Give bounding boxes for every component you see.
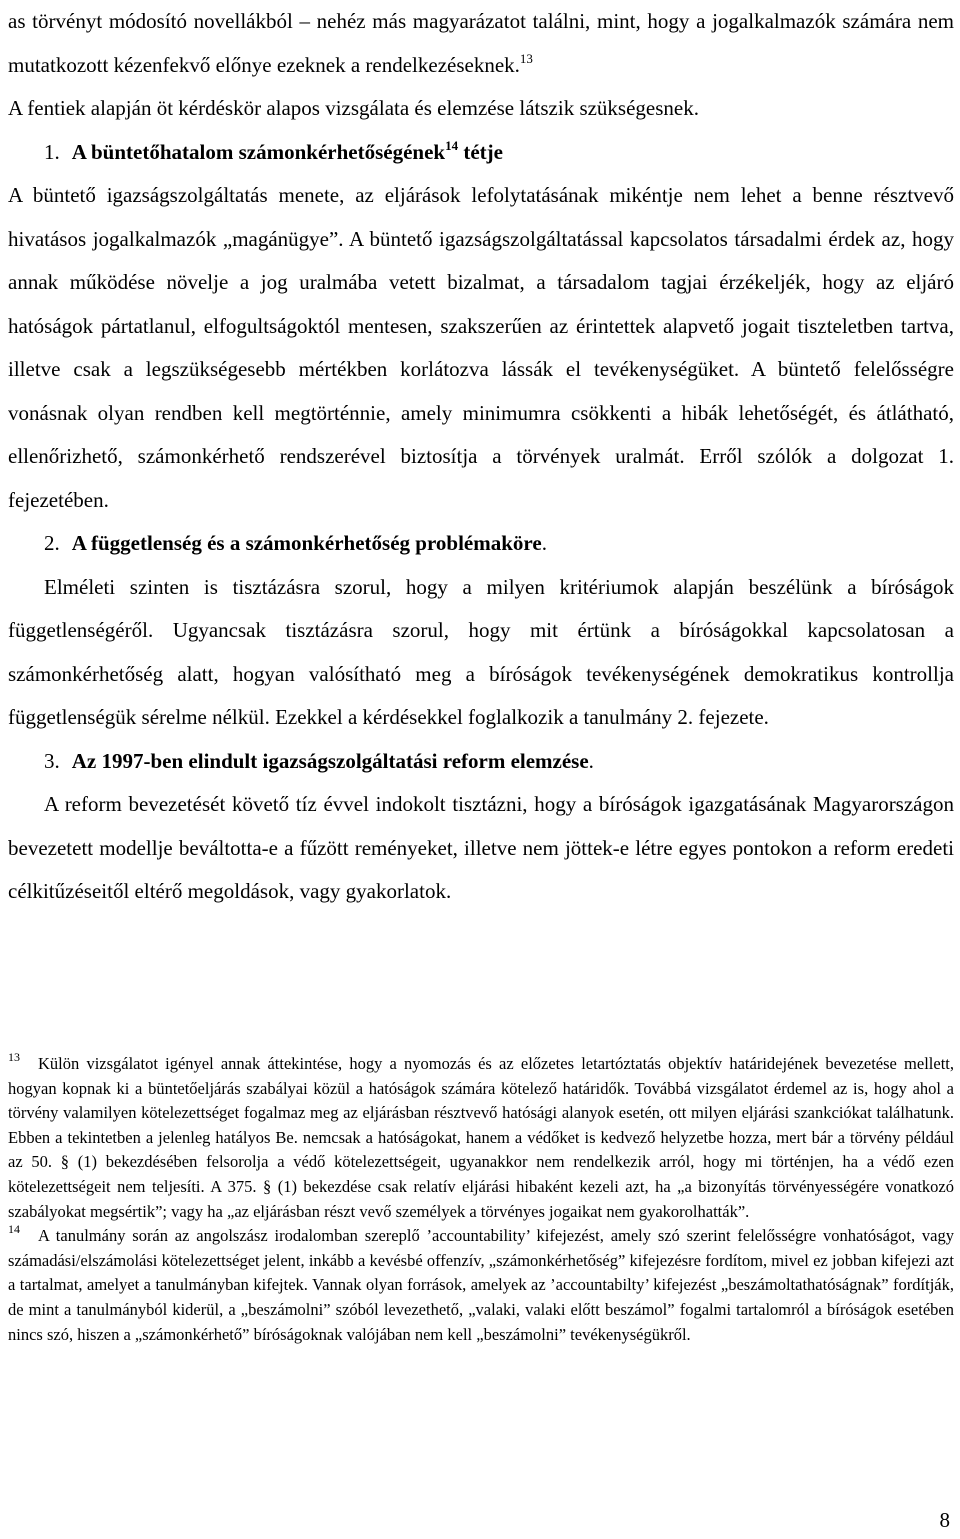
section-1-paragraph: A büntető igazságszolgáltatás menete, az eljárások lefolytatásának mikéntje nem lehet a benne résztvevő hivatásos jogalkalmazók „magánügye”. A büntető igazságszolgáltatással kapcsolatos társadalmi érdek az, hogy annak működése növelje a jog uralmába vetett bizalmat, a társadalom tagjai érzékeljék, hogy az eljáró hatóságok pártatlanul, elfogultságoktól mentesen, szakszerűen az érintettek alapvető jogait tiszteletben tartva, illetve csak a legszükségesebb mértékben korlátozva lássák el tevékenységüket. A büntető felelősségre vonásnak olyan rendben kell megtörténnie, amely minimumra csökkenti a hibák lehetőségét, és átlátható, ellenőrizhető, számonkérhető rendszerével biztosítja a törvények uralmát. Erről szólók a dolgozat 1. fejezetében. (8, 183, 954, 512)
section-3-number: 3. (44, 748, 60, 773)
section-1-title: A büntetőhatalom számonkérhetőségének$^{14}$ tétje (71, 137, 503, 164)
footnote-13-number: 13 (8, 1050, 20, 1064)
intro-paragraph-2 (8, 87, 954, 131)
section-2-number: 2. (44, 531, 60, 555)
section-2-heading (44, 522, 954, 566)
footnote-13-text: Külön vizsgálatot igényel annak áttekintése, hogy a nyomozás és az előzetes letartóztatás objektív határidejének bevezetése mellett, hogyan kopnak ki a büntetőeljárás szabályai közül a hatóságok számára kötelező határidők. Továbbá vizsgálatot érdemel az is, hogy ahol a törvény valamilyen kötelezettséget fogalmaz meg az eljárásban résztvevő hatósági alanyok esetén, ott milyen eljárási szankciókat találhatunk. Ebben a tekintetben a jelenleg hatályos Be. nemcsak a hatóságokat, hanem a védőket is kedvező helyzetbe hozza, mert bár a törvény például az 50. § (1) bekezdésében felsorolja a védő kötelezettségeit, ugyanakkor nem rendelkezik arról, hogy mi történjen, ha a védő ezen kötelezettségeit nem teljesíti. A 375. § (1) bekezdése csak relatív eljárási hibaként kezeli azt, ha „a bizonyítás törvényességére vonatkozó szabályokat megsértik”; vagy ha „az eljárásban részt vevő személyek a törvényes jogaikat nem gyakorolhatták”. (8, 1054, 954, 1221)
section-1-heading (44, 131, 954, 175)
footnote-14-number: 14 (8, 1222, 20, 1237)
footnote-14-text: A tanulmány során az angolszász irodalomban szereplő ’accountability’ kifejezést, amely szó szerint felelősségre vonhatóságot, vagy számadási/elszámolási kötelezettséget jelent, inkább a kevésbé offenzív, „számonkérhetőség” kifejezésre fordítom, mivel ez jobban kifejezi azt a tartalmat, amelyet a tanulmányban kifejtek. Vannak olyan források, amelyek az ’accountabilty’ kifejezést „beszámoltathatóságnak” fordítják, de mint a tanulmányból kiderül, a „beszámolni” szóból levezethető, „valaki, valaki előtt beszámol” fogalmi tartalomról a bíróságok esetében nincs szó, hiszen a „számonkérhető” bíróságoknak valójában nem kell „beszámolni” tevékenységükről. (8, 1226, 954, 1344)
footnote-ref-14[interactable]: 14 (445, 137, 459, 153)
section-3-title: Az 1997-ben elindult igazságszolgáltatási reform elemzése (71, 748, 589, 773)
intro-paragraph (8, 0, 954, 87)
footnotes (8, 1052, 954, 1347)
section-3-paragraph: A reform bevezetését követő tíz évvel indokolt tisztázni, hogy a bíróságok igazgatásának Magyarországon bevezetett modellje beváltotta-e a fűzött reményeket, illetve nem jöttek-e létre egyes pontokon a reform eredeti célkitűzéseitől eltérő megoldások, vagy gyakorlatok. (8, 792, 954, 903)
section-3-title-end: . (588, 748, 594, 773)
page-body (8, 0, 954, 914)
footnote-13 (8, 1052, 954, 1224)
intro-line1: as törvényt módosító novellákból – nehéz más magyarázatot találni, mint, hogy a jogalkalmazók számára nem mutatkozott kézenfekvő előnye ezeknek a rendelkezéseknek. (8, 9, 954, 77)
section-2-title-end: . (541, 531, 547, 555)
section-1-number: 1. (44, 139, 60, 164)
footnote-14 (8, 1224, 954, 1347)
section-2-title: A függetlenség és a számonkérhetőség problémaköre (71, 531, 542, 555)
footnote-ref-13[interactable]: 13 (519, 50, 533, 66)
page-number: 8 (939, 1508, 950, 1532)
section-2-paragraph: Elméleti szinten is tisztázásra szorul, hogy a milyen kritériumok alapján beszélünk a bíróságok függetlenségéről. Ugyancsak tisztázásra szorul, hogy mit értünk a bíróságokkal kapcsolatosan a számonkérhetőség alatt, hogyan valósítható meg a bíróságok tevékenységének demokratikus kontrollja függetlenségük sérelme nélkül. Ezekkel a kérdésekkel foglalkozik a tanulmány 2. fejezete. (8, 574, 954, 729)
section-3-heading (44, 740, 954, 784)
intro-line2: A fentiek alapján öt kérdéskör alapos vizsgálata és elemzése látszik szükségesnek. (8, 96, 699, 120)
